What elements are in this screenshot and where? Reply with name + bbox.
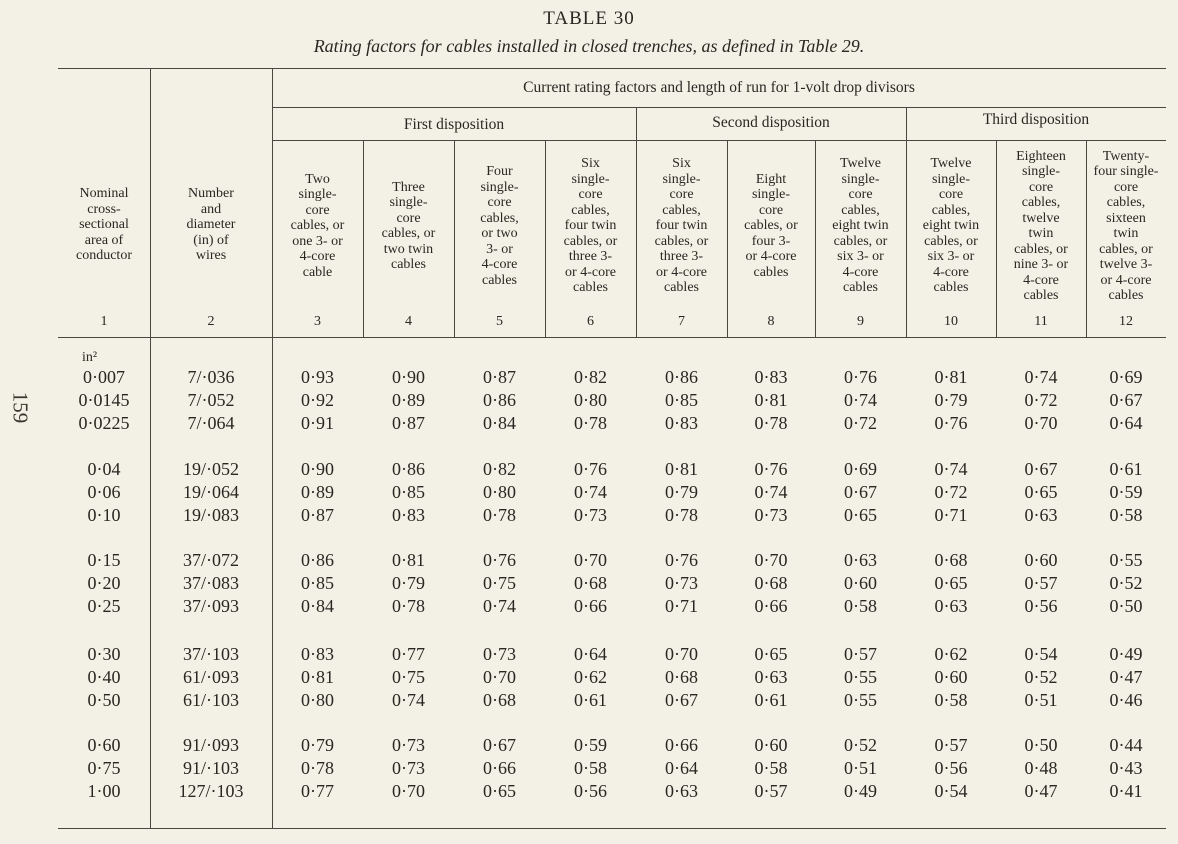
factor-cell: 0·76 <box>844 367 877 387</box>
factor-cell: 0·68 <box>483 690 516 710</box>
factor-cell: 0·60 <box>1024 550 1058 570</box>
row-group <box>0 734 1178 806</box>
wires-cell: 7/·052 <box>187 390 235 410</box>
area-cell: 0·0145 <box>78 390 130 410</box>
factor-cell: 0·76 <box>483 550 516 570</box>
super-header-rule <box>272 107 1166 108</box>
factor-cell: 0·63 <box>934 596 968 616</box>
area-cell: 0·10 <box>87 505 121 525</box>
factor-cell: 0·83 <box>392 505 425 525</box>
factor-cell: 0·63 <box>665 781 698 801</box>
factor-cell: 0·70 <box>665 644 698 664</box>
factor-cell: 0·71 <box>665 596 698 616</box>
area-cell: 0·40 <box>87 667 121 687</box>
factor-cell: 0·67 <box>483 735 516 755</box>
factor-cell: 0·50 <box>1024 735 1058 755</box>
wires-cell: 7/·036 <box>187 367 235 387</box>
area-cell: 0·50 <box>87 690 121 710</box>
table-row <box>0 481 1178 504</box>
table-row <box>0 780 1178 803</box>
column-number: 12 <box>1119 314 1133 329</box>
table-row <box>0 458 1178 481</box>
table-row <box>0 666 1178 689</box>
area-cell: 0·04 <box>87 459 121 479</box>
factor-cell: 0·66 <box>574 596 607 616</box>
page-number: 159 <box>8 391 33 424</box>
factor-cell: 0·59 <box>1109 482 1143 502</box>
factor-cell: 0·81 <box>301 667 334 687</box>
factor-cell: 0·58 <box>754 758 788 778</box>
factor-cell: 0·62 <box>574 667 607 687</box>
factor-cell: 0·59 <box>574 735 607 755</box>
factor-cell: 0·70 <box>392 781 425 801</box>
factor-cell: 0·92 <box>301 390 334 410</box>
factor-cell: 0·67 <box>1024 459 1058 479</box>
factor-cell: 0·58 <box>1109 505 1143 525</box>
factor-cell: 0·65 <box>1024 482 1058 502</box>
table-subtitle: Rating factors for cables installed in closed trenches, as defined in Table 29. <box>313 36 865 56</box>
factor-cell: 0·68 <box>574 573 607 593</box>
factor-cell: 0·93 <box>301 367 334 387</box>
table-row <box>0 412 1178 435</box>
factor-cell: 0·75 <box>392 667 425 687</box>
column-number: 1 <box>100 314 108 329</box>
factor-cell: 0·56 <box>934 758 968 778</box>
factor-cell: 0·51 <box>1024 690 1058 710</box>
factor-cell: 0·55 <box>844 667 877 687</box>
column-header: Three single- core cables, or two twin cables <box>381 179 436 272</box>
factor-cell: 0·76 <box>665 550 698 570</box>
factor-cell: 0·54 <box>934 781 968 801</box>
wires-cell: 19/·083 <box>183 505 239 525</box>
group-header-third: Third disposition <box>982 111 1090 128</box>
area-cell: 0·0225 <box>78 413 130 433</box>
factor-cell: 0·74 <box>483 596 516 616</box>
factor-cell: 0·63 <box>1024 505 1058 525</box>
table-row <box>0 549 1178 572</box>
factor-cell: 0·77 <box>392 644 425 664</box>
factor-cell: 0·65 <box>483 781 516 801</box>
factor-cell: 0·74 <box>844 390 877 410</box>
top-rule <box>58 68 1166 69</box>
factor-cell: 0·90 <box>392 367 425 387</box>
table-row <box>0 643 1178 666</box>
area-cell: 0·007 <box>83 367 125 387</box>
factor-cell: 0·70 <box>574 550 607 570</box>
factor-cell: 0·90 <box>301 459 334 479</box>
factor-cell: 0·65 <box>754 644 788 664</box>
factor-cell: 0·83 <box>665 413 698 433</box>
row-group <box>0 458 1178 530</box>
wires-cell: 37/·103 <box>183 644 239 664</box>
column-header: Six single- core cables, four twin cables, or three 3- or 4-core cables <box>654 156 709 296</box>
factor-cell: 0·79 <box>934 390 968 410</box>
wires-cell: 37/·093 <box>183 596 239 616</box>
row-group <box>0 366 1178 438</box>
factor-cell: 0·57 <box>1024 573 1058 593</box>
column-number: 7 <box>678 314 685 329</box>
factor-cell: 0·52 <box>1024 667 1058 687</box>
column-header: Twenty- four single- core cables, sixteen twin cables, or twelve 3- or 4-core cables <box>1093 148 1159 303</box>
factor-cell: 0·81 <box>665 459 698 479</box>
factor-cell: 0·75 <box>483 573 516 593</box>
factor-cell: 0·71 <box>934 505 968 525</box>
table-row <box>0 689 1178 712</box>
factor-cell: 0·72 <box>934 482 968 502</box>
factor-cell: 0·47 <box>1024 781 1058 801</box>
factor-cell: 0·56 <box>1024 596 1058 616</box>
factor-cell: 0·79 <box>665 482 698 502</box>
factor-cell: 0·57 <box>934 735 968 755</box>
wires-cell: 19/·052 <box>183 459 239 479</box>
factor-cell: 0·81 <box>754 390 788 410</box>
factor-cell: 0·68 <box>934 550 968 570</box>
area-cell: 1·00 <box>87 781 121 801</box>
factor-cell: 0·62 <box>934 644 968 664</box>
wires-cell: 91/·093 <box>183 735 239 755</box>
column-number: 4 <box>405 314 412 329</box>
factor-cell: 0·60 <box>754 735 788 755</box>
factor-cell: 0·72 <box>844 413 877 433</box>
factor-cell: 0·73 <box>754 505 788 525</box>
area-cell: 0·30 <box>87 644 121 664</box>
table-row <box>0 572 1178 595</box>
factor-cell: 0·61 <box>754 690 788 710</box>
factor-cell: 0·69 <box>844 459 877 479</box>
factor-cell: 0·60 <box>844 573 877 593</box>
factor-cell: 0·80 <box>574 390 607 410</box>
factor-cell: 0·78 <box>574 413 607 433</box>
column-number: 2 <box>207 314 215 329</box>
factor-cell: 0·64 <box>1109 413 1143 433</box>
factor-cell: 0·55 <box>844 690 877 710</box>
factor-cell: 0·86 <box>665 367 698 387</box>
area-cell: 0·20 <box>87 573 121 593</box>
factor-cell: 0·87 <box>392 413 425 433</box>
factor-cell: 0·44 <box>1109 735 1143 755</box>
factor-cell: 0·64 <box>574 644 607 664</box>
table-row <box>0 504 1178 527</box>
factor-cell: 0·86 <box>301 550 334 570</box>
wires-cell: 37/·083 <box>183 573 239 593</box>
factor-cell: 0·72 <box>1024 390 1058 410</box>
factor-cell: 0·74 <box>574 482 607 502</box>
factor-cell: 0·80 <box>483 482 516 502</box>
column-header: Number and diameter (in) of wires <box>186 186 236 264</box>
factor-cell: 0·73 <box>665 573 698 593</box>
factor-cell: 0·78 <box>301 758 334 778</box>
group-header-first: First disposition <box>403 116 505 133</box>
column-number: 5 <box>496 314 503 329</box>
factor-cell: 0·85 <box>301 573 334 593</box>
factor-cell: 0·73 <box>392 735 425 755</box>
column-header: Twelve single- core cables, eight twin cables, or six 3- or 4-core cables <box>832 156 889 296</box>
wires-cell: 91/·103 <box>183 758 239 778</box>
wires-cell: 61/·093 <box>183 667 239 687</box>
factor-cell: 0·58 <box>844 596 877 616</box>
factor-cell: 0·78 <box>754 413 788 433</box>
factor-cell: 0·66 <box>483 758 516 778</box>
factor-cell: 0·67 <box>844 482 877 502</box>
factor-cell: 0·86 <box>392 459 425 479</box>
factor-cell: 0·77 <box>301 781 334 801</box>
table-title: TABLE 30 <box>543 8 635 29</box>
area-cell: 0·06 <box>87 482 121 502</box>
factor-cell: 0·73 <box>483 644 516 664</box>
factor-cell: 0·49 <box>1109 644 1143 664</box>
bottom-rule <box>58 828 1166 829</box>
factor-cell: 0·89 <box>301 482 334 502</box>
factor-cell: 0·73 <box>574 505 607 525</box>
column-number: 10 <box>944 314 958 329</box>
table-row <box>0 595 1178 618</box>
factor-cell: 0·84 <box>301 596 334 616</box>
factor-cell: 0·66 <box>754 596 788 616</box>
factor-cell: 0·47 <box>1109 667 1143 687</box>
factor-cell: 0·41 <box>1109 781 1143 801</box>
factor-cell: 0·63 <box>844 550 877 570</box>
factor-cell: 0·65 <box>934 573 968 593</box>
column-number: 6 <box>587 314 594 329</box>
factor-cell: 0·85 <box>392 482 425 502</box>
table-row <box>0 366 1178 389</box>
factor-cell: 0·76 <box>754 459 788 479</box>
factor-cell: 0·57 <box>754 781 788 801</box>
column-header: Twelve single- core cables, eight twin cables, or six 3- or 4-core cables <box>922 156 980 296</box>
super-header: Current rating factors and length of run for 1-volt drop divisors <box>523 79 915 96</box>
table-row <box>0 734 1178 757</box>
column-number: 8 <box>767 314 775 329</box>
factor-cell: 0·74 <box>1024 367 1058 387</box>
area-cell: 0·15 <box>87 550 121 570</box>
factor-cell: 0·50 <box>1109 596 1143 616</box>
wires-cell: 61/·103 <box>183 690 239 710</box>
area-unit: in² <box>82 350 98 365</box>
factor-cell: 0·52 <box>844 735 877 755</box>
factor-cell: 0·68 <box>665 667 698 687</box>
factor-cell: 0·66 <box>665 735 698 755</box>
wires-cell: 127/·103 <box>178 781 244 801</box>
row-group <box>0 549 1178 621</box>
column-number: 9 <box>857 314 864 329</box>
factor-cell: 0·67 <box>665 690 698 710</box>
factor-cell: 0·84 <box>483 413 516 433</box>
factor-cell: 0·79 <box>392 573 425 593</box>
factor-cell: 0·79 <box>301 735 334 755</box>
column-header: Eighteen single- core cables, twelve twin cables, or nine 3- or 4-core cables <box>1013 148 1069 303</box>
column-header: Two single- core cables, or one 3- or 4-core cable <box>290 171 345 280</box>
factor-cell: 0·49 <box>844 781 877 801</box>
factor-cell: 0·48 <box>1024 758 1058 778</box>
factor-cell: 0·52 <box>1109 573 1143 593</box>
factor-cell: 0·82 <box>574 367 607 387</box>
factor-cell: 0·78 <box>483 505 516 525</box>
table-row <box>0 389 1178 412</box>
factor-cell: 0·58 <box>574 758 607 778</box>
factor-cell: 0·61 <box>574 690 607 710</box>
factor-cell: 0·89 <box>392 390 425 410</box>
area-cell: 0·75 <box>87 758 121 778</box>
factor-cell: 0·74 <box>934 459 968 479</box>
factor-cell: 0·74 <box>754 482 788 502</box>
factor-cell: 0·58 <box>934 690 968 710</box>
column-header: Nominal cross- sectional area of conductor <box>76 186 132 264</box>
factor-cell: 0·74 <box>392 690 425 710</box>
area-cell: 0·60 <box>87 735 121 755</box>
column-header: Eight single- core cables, or four 3- or 4-core cables <box>744 171 798 280</box>
area-cell: 0·25 <box>87 596 121 616</box>
wires-cell: 7/·064 <box>187 413 235 433</box>
factor-cell: 0·63 <box>754 667 788 687</box>
factor-cell: 0·56 <box>574 781 607 801</box>
factor-cell: 0·60 <box>934 667 968 687</box>
factor-cell: 0·61 <box>1109 459 1143 479</box>
factor-cell: 0·80 <box>301 690 334 710</box>
factor-cell: 0·81 <box>934 367 968 387</box>
factor-cell: 0·73 <box>392 758 425 778</box>
column-header: Six single- core cables, four twin cables, or three 3- or 4-core cables <box>563 156 618 296</box>
column-number-rule <box>58 337 1166 338</box>
factor-cell: 0·64 <box>665 758 698 778</box>
factor-cell: 0·83 <box>754 367 788 387</box>
factor-cell: 0·67 <box>1109 390 1143 410</box>
row-group <box>0 643 1178 715</box>
factor-cell: 0·65 <box>844 505 877 525</box>
column-number: 3 <box>314 314 321 329</box>
factor-cell: 0·51 <box>844 758 877 778</box>
factor-cell: 0·81 <box>392 550 425 570</box>
factor-cell: 0·76 <box>574 459 607 479</box>
table-row <box>0 757 1178 780</box>
factor-cell: 0·76 <box>934 413 968 433</box>
factor-cell: 0·82 <box>483 459 516 479</box>
factor-cell: 0·69 <box>1109 367 1143 387</box>
factor-cell: 0·43 <box>1109 758 1143 778</box>
factor-cell: 0·87 <box>483 367 516 387</box>
factor-cell: 0·46 <box>1109 690 1143 710</box>
factor-cell: 0·91 <box>301 413 334 433</box>
factor-cell: 0·70 <box>1024 413 1058 433</box>
group-header-second: Second disposition <box>712 114 830 131</box>
factor-cell: 0·78 <box>665 505 698 525</box>
factor-cell: 0·55 <box>1109 550 1143 570</box>
factor-cell: 0·68 <box>754 573 788 593</box>
factor-cell: 0·70 <box>754 550 788 570</box>
column-number: 11 <box>1034 314 1048 329</box>
factor-cell: 0·83 <box>301 644 334 664</box>
factor-cell: 0·78 <box>392 596 425 616</box>
factor-cell: 0·86 <box>483 390 516 410</box>
factor-cell: 0·70 <box>483 667 516 687</box>
factor-cell: 0·54 <box>1024 644 1058 664</box>
wires-cell: 37/·072 <box>183 550 239 570</box>
factor-cell: 0·87 <box>301 505 334 525</box>
factor-cell: 0·85 <box>665 390 698 410</box>
column-header: Four single- core cables, or two 3- or 4-core cables <box>480 164 519 288</box>
factor-cell: 0·57 <box>844 644 877 664</box>
wires-cell: 19/·064 <box>183 482 239 502</box>
